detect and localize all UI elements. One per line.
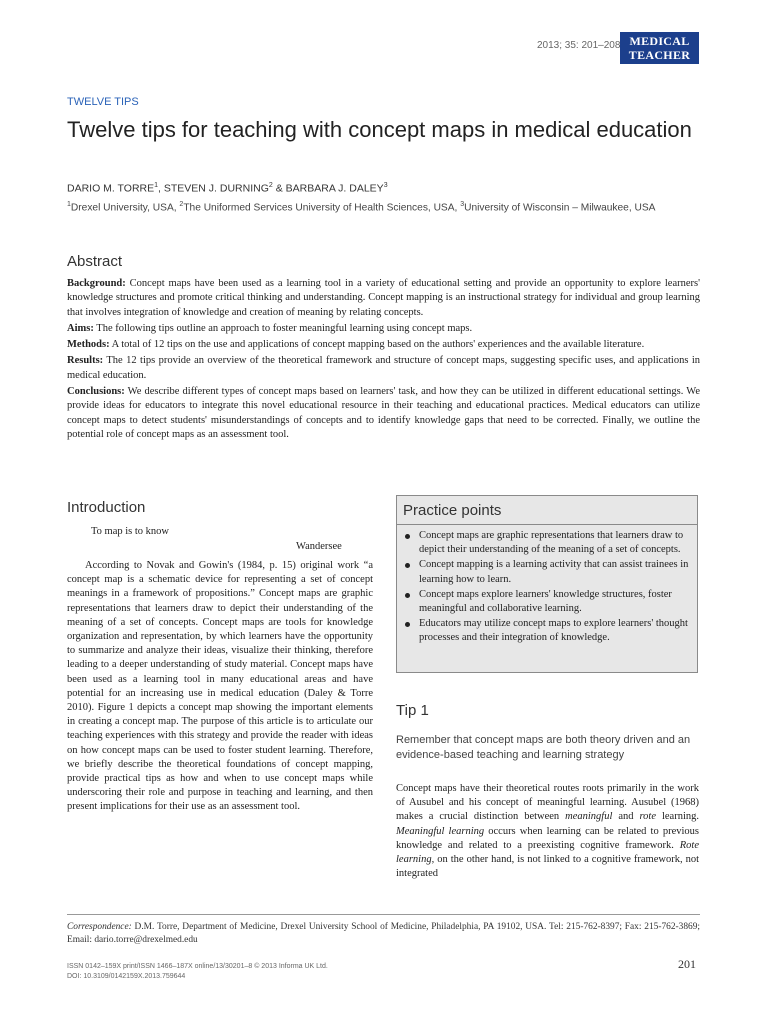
introduction-body [67,559,373,815]
tip1-text: Concept maps have their theoretical routes roots primarily in the work of Ausubel and his concept of meaningful learning. Ausubel (1968) makes a crucial distinction between [396,783,699,823]
abstract-text: The following tips outline an approach to foster meaningful learning using concept maps. [93,322,473,334]
affiliation-superscript: 1 [67,201,71,208]
page-number: 201 [678,957,696,971]
affiliation-text: Drexel University, USA, [70,202,180,214]
tip1-text: learning. [656,811,699,823]
abstract-text: The 12 tips provide an overview of the theoretical framework and structure of concept maps, suggesting specific uses, and applications in medical education. [67,355,700,381]
author-superscript: 1 [154,182,159,189]
bullet-icon [405,563,410,568]
correspondence-text: D.M. Torre, Department of Medicine, Drexel University School of Medicine, Philadelphia, PA 19102, USA. Tel: 215-762-8397; Fax: 215-762-3869; Email: dario.torre@drexelmed.edu [67,922,700,945]
affiliation-text: The Uniformed Services University of Health Sciences, USA, [183,202,461,214]
author-separator: & [272,182,286,195]
author-separator: , [158,182,164,195]
section-label: TWELVE TIPS [67,96,139,108]
correspondence-note [67,921,700,946]
abstract-methods [67,338,700,352]
list-item [403,617,689,645]
list-item [403,558,689,586]
practice-points-heading: Practice points [403,502,502,519]
bullet-icon [405,534,410,539]
practice-points-divider [397,524,697,525]
list-item [403,588,689,616]
tip1-paragraph [396,782,699,881]
author-name: DARIO M. TORRE [67,182,155,195]
author-name: BARBARA J. DALEY [285,182,384,195]
logo-line-2: TEACHER [628,48,691,62]
affiliation-superscript: 2 [179,201,184,208]
author-superscript: 3 [383,182,388,189]
correspondence-label: Correspondence: [67,922,132,932]
bullet-icon [405,622,410,627]
abstract-label: Background: [67,278,126,289]
journal-logo [620,32,699,64]
abstract-label: Methods: [67,339,110,351]
tip1-italic: rote [639,811,656,823]
abstract-label: Results: [67,355,104,367]
tip1-text: on the other hand, is not linked to a cognitive framework, not integrated [396,854,699,880]
practice-points-list [403,529,689,647]
abstract-text: We describe different types of concept maps based on learners' task, and how they can be utilized in different educational settings. We provide ideas for educators to integrate this novel educational resource in their teaching and educational practices. Medical educators can utilize concept maps to detect students' misunderstandings of concepts and to identify knowledge gaps that need to be corrected. Finally, we outline the potential role of concept maps as an assessment tool. [67,386,700,440]
list-item [403,529,689,557]
epigraph: To map is to know [91,526,170,537]
practice-point-text: Concept mapping is a learning activity that can assist trainees in learning how to learn. [419,559,689,585]
affiliation-superscript: 3 [460,201,465,208]
footer-divider [67,914,700,915]
abstract-aims [67,322,700,336]
tip1-text: and [612,811,640,823]
abstract-conclusions [67,385,700,442]
article-title: Twelve tips for teaching with concept maps in medical education [67,117,692,142]
practice-point-text: Concept maps explore learners' knowledge structures, foster meaningful and collaborative learning. [419,588,672,615]
practice-point-text: Educators may utilize concept maps to explore learners' thought processes and their integration of knowledge. [419,618,688,644]
author-name: STEVEN J. DURNING [163,182,269,195]
abstract-text: A total of 12 tips on the use and applications of concept mapping based on the authors' experiences and the available literature. [109,339,645,351]
author-list [67,182,707,195]
bullet-icon [405,593,410,598]
tip1-italic: meaningful [565,811,613,823]
abstract-background [67,277,700,320]
issn-line: ISSN 0142–159X print/ISSN 1466–187X online/13/30201–8 © 2013 Informa UK Ltd. [67,963,328,970]
tip1-italic: Rote learning, [396,839,699,866]
epigraph-author: Wandersee [296,541,342,552]
introduction-paragraph: According to Novak and Gowin's (1984, p. 15) original work “a concept map is a schematic device for representing a set of concept meanings in a framework of propositions.” Concept maps are graphic representations that learners draw to depict their understanding of the meaning of a set of concepts. Concept maps are tools for knowledge organization and representation, by which learners have the opportunity to summarize and analyze their ideas, visualize their thinking, therefore leading to a deeper understanding of study material. Concept maps have been used as a learning tool in many educational areas and have potential for an increasing use in medical education (Daley & Torre 2010). Figure 1 depicts a concept map showing the important elements in creating a concept map. The purpose of this article is to articulate our teaching experiences with this strategy and provide the reader with ideas on how concept maps can be used to foster student learning. Therefore, we briefly describe the theoretical foundations of concept mapping, provide practical tips as how and when to use concept maps while underscoring their role and purpose in teaching and learning, and then present implications for their use as an assessment tool. [67,560,373,813]
affiliations [67,198,707,215]
practice-point-text: Concept maps are graphic representations that learners draw to depict their understanding of the meaning of a set of concepts. [419,530,684,556]
abstract-text: Concept maps have been used as a learning tool in a variety of educational setting and provide an opportunity to explore learners' knowledge structures and promote critical thinking and understanding. Concept mapping is an instructional strategy for individual and group learning that involves integration of knowledge and creation of meaning by relating concepts. [67,278,700,318]
author-superscript: 2 [268,182,273,189]
tip1-italic: Meaningful learning [396,825,485,837]
abstract-results [67,354,700,383]
logo-line-1: MEDICAL [629,34,690,48]
tip1-body [396,782,699,881]
abstract-body [67,277,700,444]
issn-block [67,962,328,982]
practice-points-box [396,495,698,673]
abstract-heading: Abstract [67,253,123,270]
abstract-label: Conclusions: [67,386,125,398]
journal-citation: 2013; 35: 201–208 [537,40,621,51]
introduction-heading: Introduction [67,499,146,516]
doi-line: DOI: 10.3109/0142159X.2013.759644 [67,973,186,980]
abstract-label: Aims: [67,322,94,334]
tip1-text: occurs when learning can be related to previous knowledge and related to a preexisting cognitive framework. [396,825,700,851]
tip1-heading: Tip 1 [396,702,429,719]
tip1-subheading: Remember that concept maps are both theory driven and an evidence-based teaching and learning strategy [396,734,691,761]
affiliation-text: University of Wisconsin – Milwaukee, USA [464,202,656,214]
